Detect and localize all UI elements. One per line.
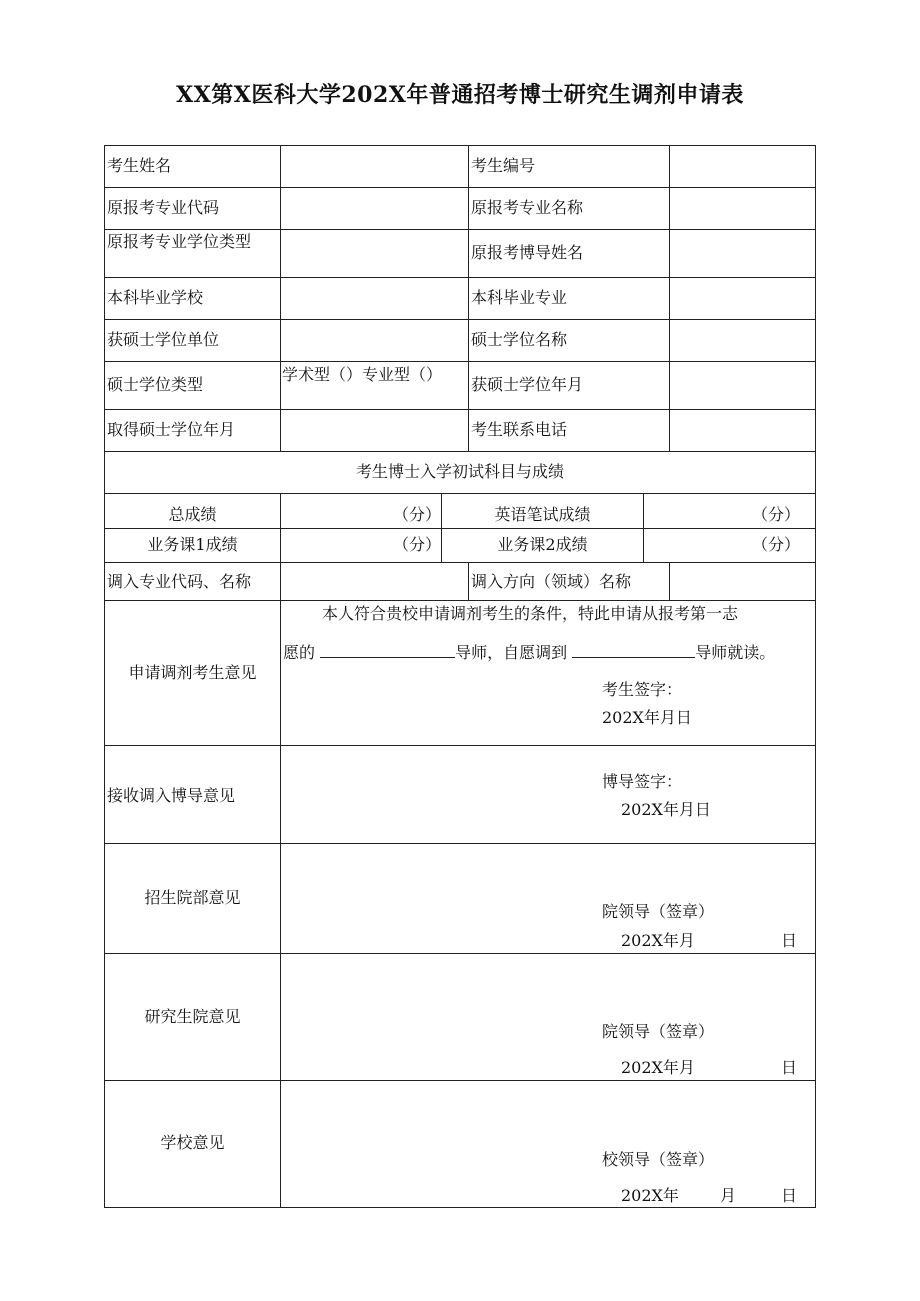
applicant-signature-label: 考生签字：	[602, 680, 683, 699]
wish-mid: 导师，自愿调到	[455, 643, 568, 662]
scores-header: 考生博士入学初试科目与成绩	[355, 462, 564, 481]
english-score-unit: （分）	[752, 505, 801, 524]
label-undergrad-school: 本科毕业学校	[107, 288, 204, 307]
label-orig-degree-type: 原报考专业学位类型	[107, 232, 252, 251]
orig-major-code-field[interactable]	[281, 188, 468, 229]
grad-school-signature-label: 院领导（签章）	[602, 1022, 715, 1041]
label-supervisor-opinion: 接收调入博导意见	[107, 786, 236, 805]
label-orig-supervisor: 原报考博导姓名	[471, 243, 584, 262]
master-type-options[interactable]: 学术型（）专业型（）	[282, 365, 443, 384]
applicant-date: 202X年月日	[602, 708, 692, 727]
exam-number-field[interactable]	[670, 146, 815, 187]
label-total-score: 总成绩	[168, 505, 217, 524]
school-date-month: 月	[720, 1186, 737, 1205]
wish-suffix: 导师就读。	[695, 643, 776, 662]
label-transfer-major: 调入专业代码、名称	[107, 572, 252, 591]
label-orig-major-name: 原报考专业名称	[471, 198, 584, 217]
label-orig-major-code: 原报考专业代码	[107, 198, 220, 217]
supervisor-signature-label: 博导签字：	[602, 772, 683, 791]
course2-score-unit: （分）	[752, 535, 801, 554]
label-english-score: 英语笔试成绩	[494, 505, 591, 524]
label-admission-dept-opinion: 招生院部意见	[144, 888, 241, 907]
label-phone: 考生联系电话	[471, 420, 568, 439]
label-master-date: 获硕士学位年月	[471, 375, 584, 394]
undergrad-school-field[interactable]	[281, 278, 468, 319]
obtain-date-field[interactable]	[281, 410, 468, 451]
label-transfer-direction: 调入方向（领域）名称	[471, 572, 632, 591]
master-date-field[interactable]	[670, 362, 815, 409]
applicant-statement: 本人符合贵校申请调剂考生的条件，特此申请从报考第一志	[322, 604, 739, 623]
label-undergrad-major: 本科毕业专业	[471, 288, 568, 307]
grad-school-date: 202X年月	[621, 1058, 695, 1077]
supervisor-date: 202X年月日	[621, 800, 711, 819]
label-course2-score: 业务课2成绩	[497, 535, 588, 554]
label-obtain-date: 取得硕士学位年月	[107, 420, 236, 439]
label-grad-school-opinion: 研究生院意见	[144, 1007, 241, 1026]
school-date-year: 202X年	[621, 1186, 679, 1205]
orig-supervisor-field[interactable]	[670, 230, 815, 277]
master-name-field[interactable]	[670, 320, 815, 361]
new-supervisor-blank[interactable]	[572, 642, 695, 658]
label-course1-score: 业务课1成绩	[147, 535, 238, 554]
transfer-major-field[interactable]	[281, 563, 468, 600]
label-candidate-name: 考生姓名	[107, 156, 172, 175]
label-master-name: 硕士学位名称	[471, 330, 568, 349]
label-master-unit: 获硕士学位单位	[107, 330, 220, 349]
grad-school-day: 日	[781, 1058, 798, 1077]
label-applicant-opinion: 申请调剂考生意见	[128, 663, 257, 682]
orig-major-name-field[interactable]	[670, 188, 815, 229]
applicant-wish-line	[283, 642, 775, 663]
original-supervisor-blank[interactable]	[320, 642, 455, 658]
orig-degree-type-field[interactable]	[281, 230, 468, 277]
wish-prefix: 愿的	[283, 643, 316, 662]
admission-dept-day: 日	[781, 931, 798, 950]
school-signature-label: 校领导（签章）	[602, 1150, 715, 1169]
admission-dept-date: 202X年月	[621, 931, 695, 950]
master-unit-field[interactable]	[281, 320, 468, 361]
form-title: XX第X医科大学202X年普通招考博士研究生调剂申请表	[176, 82, 744, 108]
candidate-name-field[interactable]	[281, 146, 468, 187]
total-score-unit: （分）	[393, 505, 442, 524]
admission-dept-signature-label: 院领导（签章）	[602, 902, 715, 921]
label-exam-number: 考生编号	[471, 156, 536, 175]
course1-score-unit: （分）	[393, 535, 442, 554]
undergrad-major-field[interactable]	[670, 278, 815, 319]
transfer-direction-field[interactable]	[670, 563, 815, 600]
label-master-type: 硕士学位类型	[107, 375, 204, 394]
school-date-day: 日	[781, 1186, 798, 1205]
phone-field[interactable]	[670, 410, 815, 451]
label-school-opinion: 学校意见	[160, 1133, 225, 1152]
